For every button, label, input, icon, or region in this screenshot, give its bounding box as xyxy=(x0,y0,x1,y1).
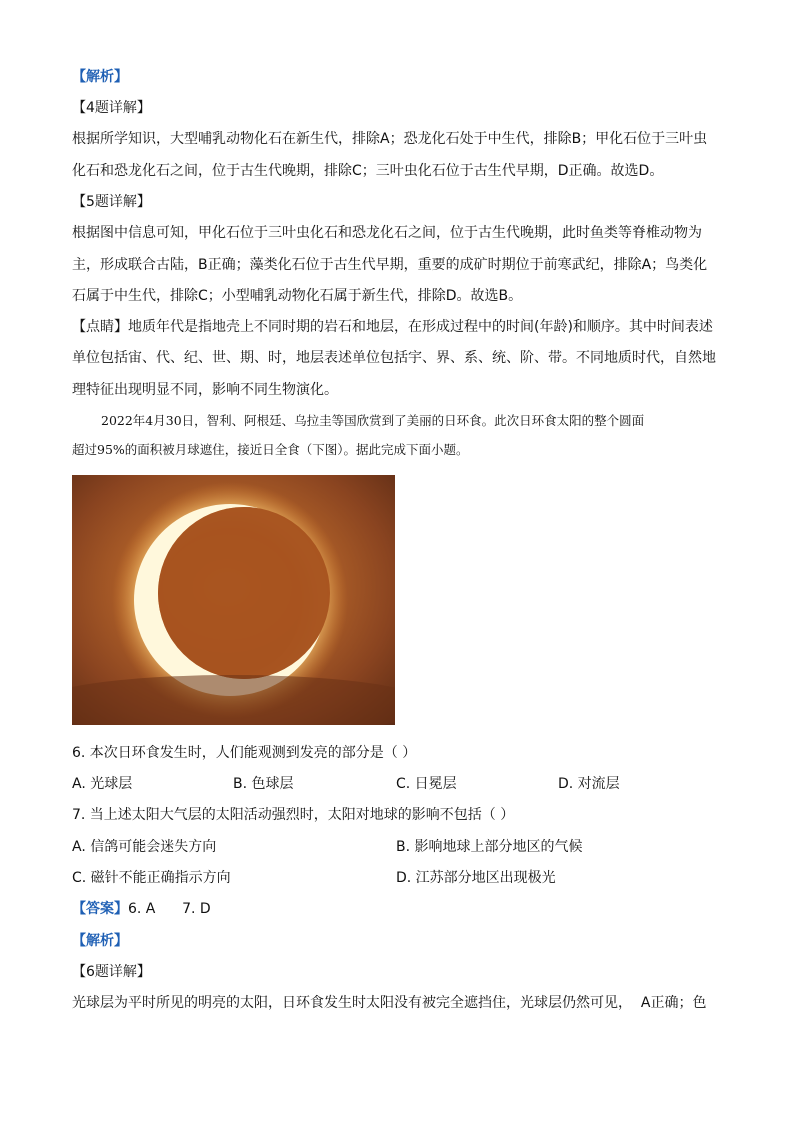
q4-detail-text-1: 根据所学知识，大型哺乳动物化石在新生代，排除A；恐龙化石处于中生代，排除B；甲化石位于三叶虫 xyxy=(72,131,708,147)
passage-line-2: 超过95%的面积被月球遮住，接近日全食（下图）。据此完成下面小题。 xyxy=(72,442,469,457)
q7-option-b[interactable]: B. 影响地球上部分地区的气候 xyxy=(396,839,583,855)
dianjing-text-3: 理特征出现明显不同，影响不同生物演化。 xyxy=(72,382,338,398)
q6-option-b[interactable]: B. 色球层 xyxy=(233,776,294,792)
annular-eclipse-photo xyxy=(72,475,395,725)
dianjing-text-1: 【点睛】地质年代是指地壳上不同时期的岩石和地层，在形成过程中的时间(年龄)和顺序。其中时间表述 xyxy=(72,319,713,335)
q5-detail-text-1: 根据图中信息可知，甲化石位于三叶虫化石和恐龙化石之间，位于古生代晚期，此时鱼类等脊椎动物为 xyxy=(72,225,702,241)
answer-text: 6. A 7. D xyxy=(128,901,211,917)
q5-detail-tag: 【5题详解】 xyxy=(72,194,151,210)
passage-line-1: 2022年4月30日，智利、阿根廷、乌拉圭等国欣赏到了美丽的日环食。此次日环食太阳的整个圆面 xyxy=(101,413,645,428)
q6-detail-tag: 【6题详解】 xyxy=(72,964,151,980)
q5-detail-text-2: 主，形成联合古陆，B正确；藻类化石位于古生代早期，重要的成矿时期位于前寒武纪，排除A；鸟类化 xyxy=(72,257,708,273)
q7-option-c[interactable]: C. 磁针不能正确指示方向 xyxy=(72,870,231,886)
q6-detail-text: 光球层为平时所见的明亮的太阳，日环食发生时太阳没有被完全遮挡住，光球层仍然可见， A正确；色 xyxy=(72,995,707,1011)
question-7-stem: 7. 当上述太阳大气层的太阳活动强烈时，太阳对地球的影响不包括（ ） xyxy=(72,807,515,823)
analysis-tag-2: 【解析】 xyxy=(72,933,128,949)
q6-option-a[interactable]: A. 光球层 xyxy=(72,776,133,792)
analysis-tag: 【解析】 xyxy=(72,69,128,85)
q5-detail-text-3: 石属于中生代，排除C；小型哺乳动物化石属于新生代，排除D。故选B。 xyxy=(72,288,523,304)
q4-detail-tag: 【4题详解】 xyxy=(72,100,151,116)
answer-line xyxy=(72,900,211,918)
dianjing-text-2: 单位包括宙、代、纪、世、期、时，地层表述单位包括宇、界、系、统、阶、带。不同地质时代，自然地 xyxy=(72,350,716,366)
q7-option-a[interactable]: A. 信鸽可能会迷失方向 xyxy=(72,839,217,855)
q4-detail-text-2: 化石和恐龙化石之间，位于古生代晚期，排除C；三叶虫化石位于古生代早期，D正确。故选D。 xyxy=(72,163,664,179)
question-6-stem: 6. 本次日环食发生时，人们能观测到发亮的部分是（ ） xyxy=(72,745,417,761)
q7-option-d[interactable]: D. 江苏部分地区出现极光 xyxy=(396,870,556,886)
q6-option-d[interactable]: D. 对流层 xyxy=(558,776,620,792)
answer-tag: 【答案】 xyxy=(72,901,128,917)
q6-option-c[interactable]: C. 日冕层 xyxy=(396,776,457,792)
